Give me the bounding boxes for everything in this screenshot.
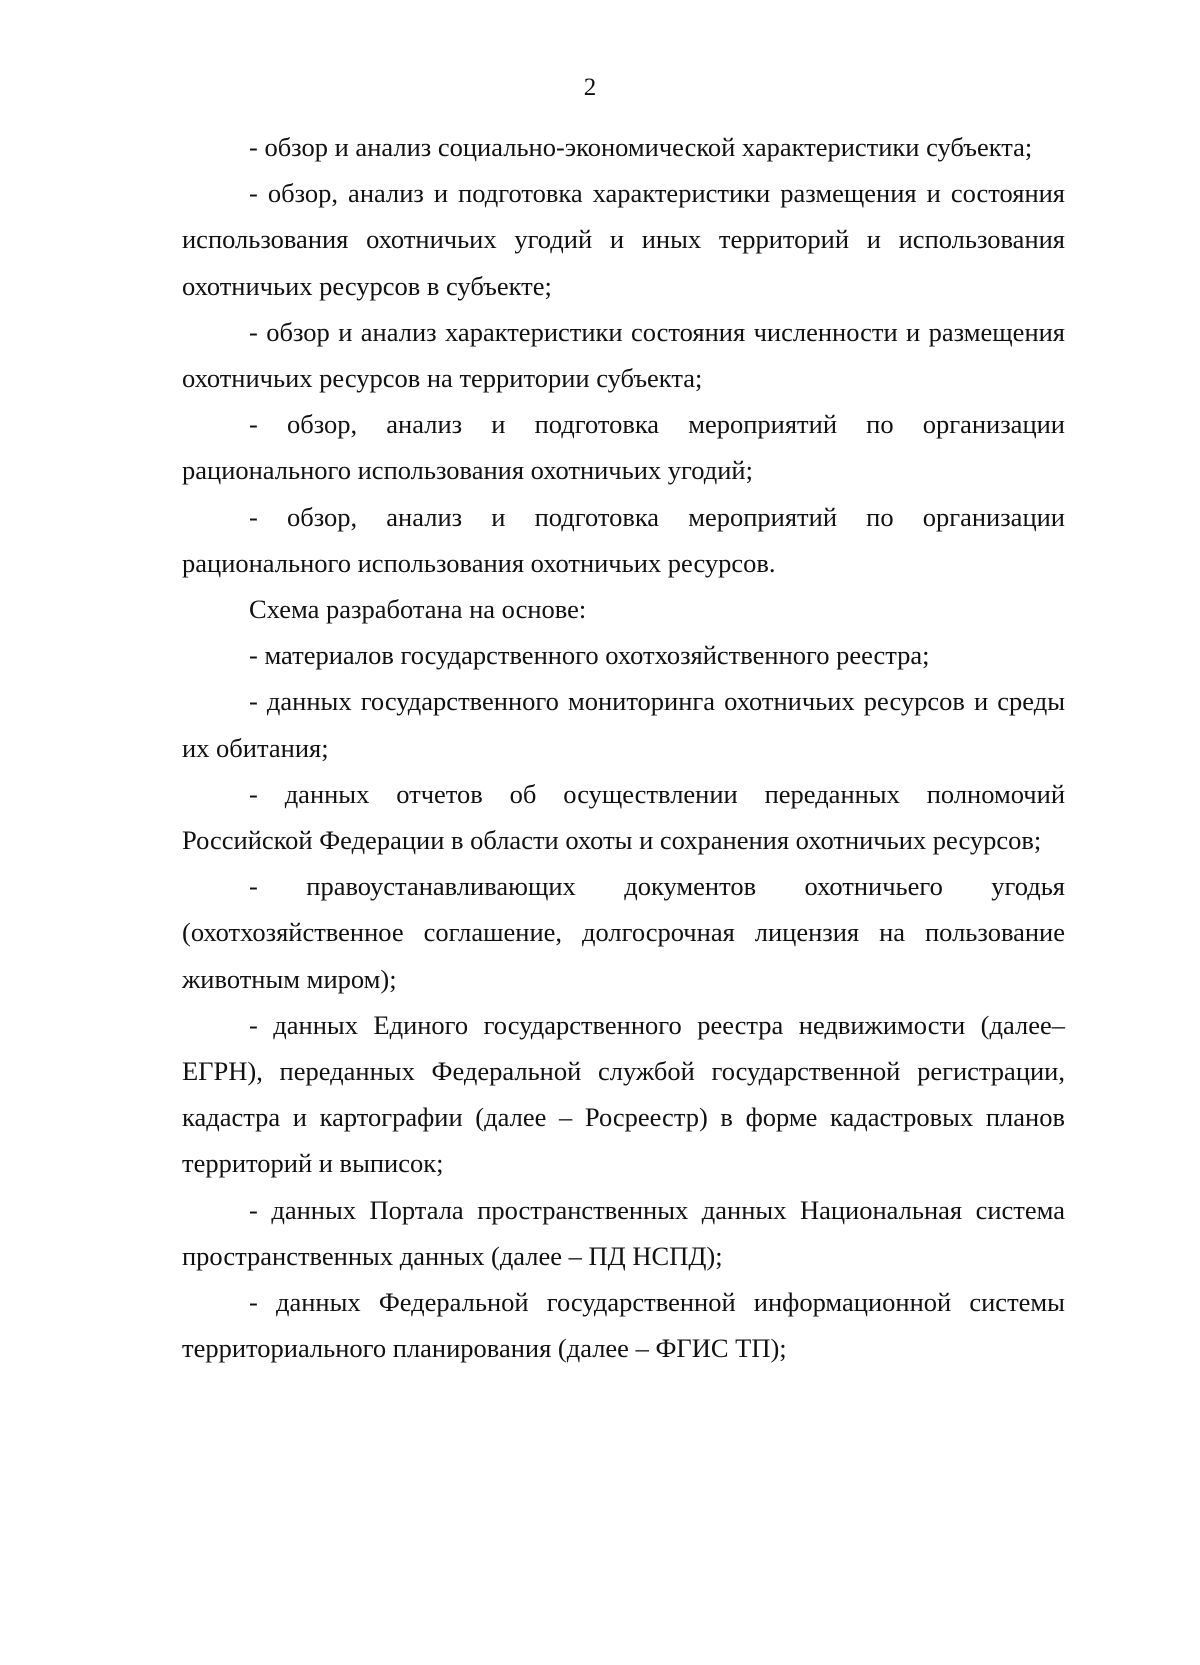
list-item-socioeconomic: - обзор и анализ социально-экономической характеристики субъекта; bbox=[249, 132, 1033, 162]
source-item-nspd: - данных Портала пространственных данных Национальная система пространственных данных (далее – ПД НСПД); bbox=[182, 1194, 1065, 1271]
list-item-population: - обзор и анализ характеристики состояния численности и размещения охотничьих ресурсов на территории субъекта; bbox=[182, 316, 1065, 394]
sources-heading: Схема разработана на основе: bbox=[249, 594, 587, 625]
source-item-title-documents: - правоустанавливающих документов охотничьего угодья (охотхозяйственное соглашение, долгосрочная лицензия на пользование животным миром); bbox=[182, 871, 1065, 994]
source-item-reports: - данных отчетов об осуществлении переданных полномочий Российской Федерации в области охоты и сохранения охотничьих ресурсов; bbox=[182, 778, 1065, 856]
source-item-registry: - материалов государственного охотхозяйственного реестра; bbox=[249, 640, 930, 671]
document-body bbox=[182, 124, 1065, 1371]
list-item-grounds-measures: - обзор, анализ и подготовка мероприятий по организации рационального использования охотничьих угодий; bbox=[182, 409, 1065, 486]
list-item-resources-measures: - обзор, анализ и подготовка мероприятий по организации рационального использования охотничьих ресурсов. bbox=[182, 501, 1065, 578]
source-item-egrn: - данных Единого государственного реестра недвижимости (далее–ЕГРН), переданных Федеральной службой государственной регистрации, кадастра и картографии (далее – Росреестр) в форме кадастровых планов территорий и выписок; bbox=[182, 1009, 1065, 1179]
source-item-monitoring: - данных государственного мониторинга охотничьих ресурсов и среды их обитания; bbox=[182, 686, 1065, 763]
source-item-fgis-tp: - данных Федеральной государственной информационной системы территориального планирования (далее – ФГИС ТП); bbox=[182, 1287, 1065, 1364]
list-item-hunting-grounds: - обзор, анализ и подготовка характеристики размещения и состояния использования охотничьих угодий и иных территорий и использования охотничьих ресурсов в субъекте; bbox=[182, 178, 1065, 301]
page-number: 2 bbox=[583, 74, 597, 101]
